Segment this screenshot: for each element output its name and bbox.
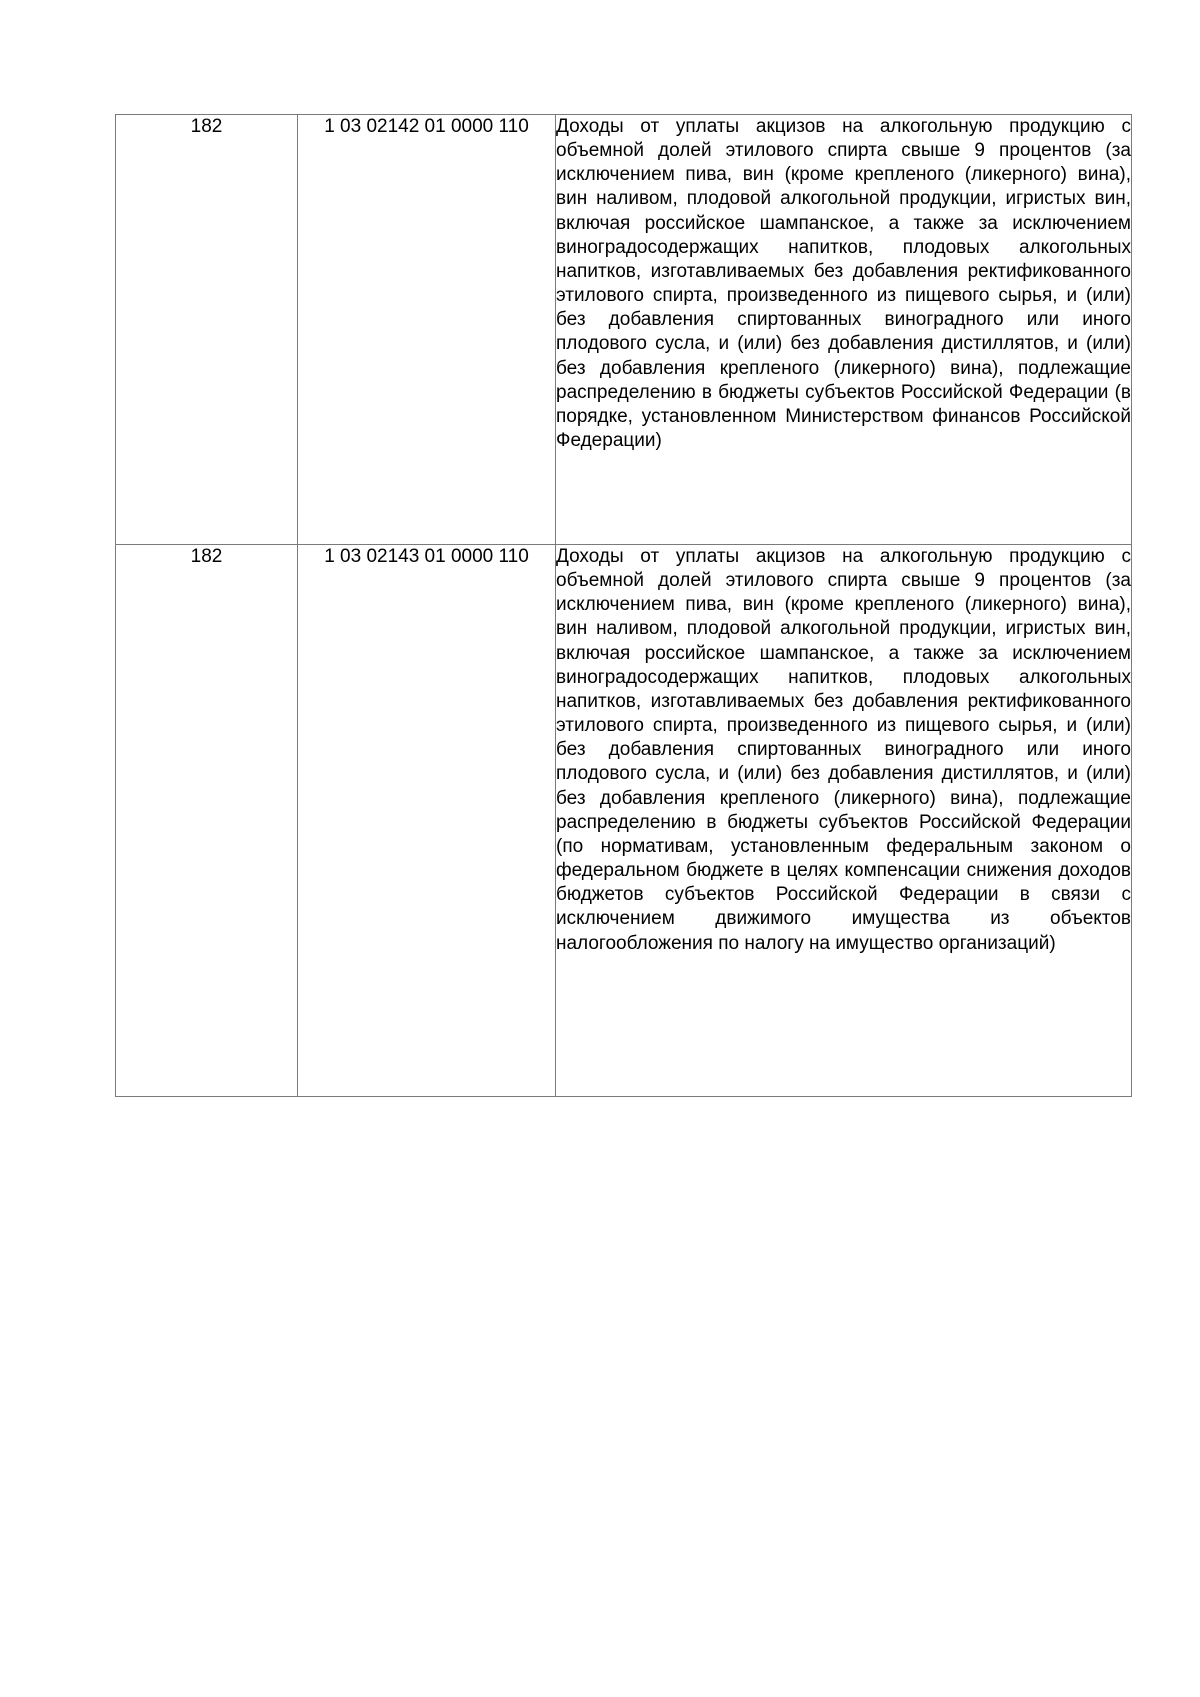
description-cell: Доходы от уплаты акцизов на алкогольную продукцию с объемной долей этилового спирта свыше 9 процентов (за исключением пива, вин (кроме крепленого (ликерного) вина), вин наливом, плодовой алкогольной продукции, игристых вин, включая российское шампанское, а также за исключением виноградосодержащих напитков, плодовых алкогольных напитков, изготавливаемых без добавления ректификованного этилового спирта, произведенного из пищевого сырья, и (или) без добавления спиртованных виноградного или иного плодового сусла, и (или) без добавления дистиллятов, и (или) без добавления крепленого (ликерного) вина), подлежащие распределению в бюджеты субъектов Российской Федерации (в порядке, установленном Министерством финансов Российской Федерации) [556,115,1132,545]
table-row [116,115,1132,545]
description-cell: Доходы от уплаты акцизов на алкогольную продукцию с объемной долей этилового спирта свыше 9 процентов (за исключением пива, вин (кроме крепленого (ликерного) вина), вин наливом, плодовой алкогольной продукции, игристых вин, включая российское шампанское, а также за исключением виноградосодержащих напитков, плодовых алкогольных напитков, изготавливаемых без добавления ректификованного этилового спирта, произведенного из пищевого сырья, и (или) без добавления спиртованных виноградного или иного плодового сусла, и (или) без добавления дистиллятов, и (или) без добавления крепленого (ликерного) вина), подлежащие распределению в бюджеты субъектов Российской Федерации (по нормативам, установленным федеральным законом о федеральном бюджете в целях компенсации снижения доходов бюджетов субъектов Российской Федерации в связи с исключением движимого имущества из объектов налогообложения по налогу на имущество организаций) [556,545,1132,1097]
revenue-classification-table [115,114,1132,1097]
table-row [116,545,1132,1097]
admin-code-cell: 182 [116,115,298,545]
kbk-code-cell: 1 03 02143 01 0000 110 [298,545,556,1097]
admin-code-cell: 182 [116,545,298,1097]
kbk-code-cell: 1 03 02142 01 0000 110 [298,115,556,545]
